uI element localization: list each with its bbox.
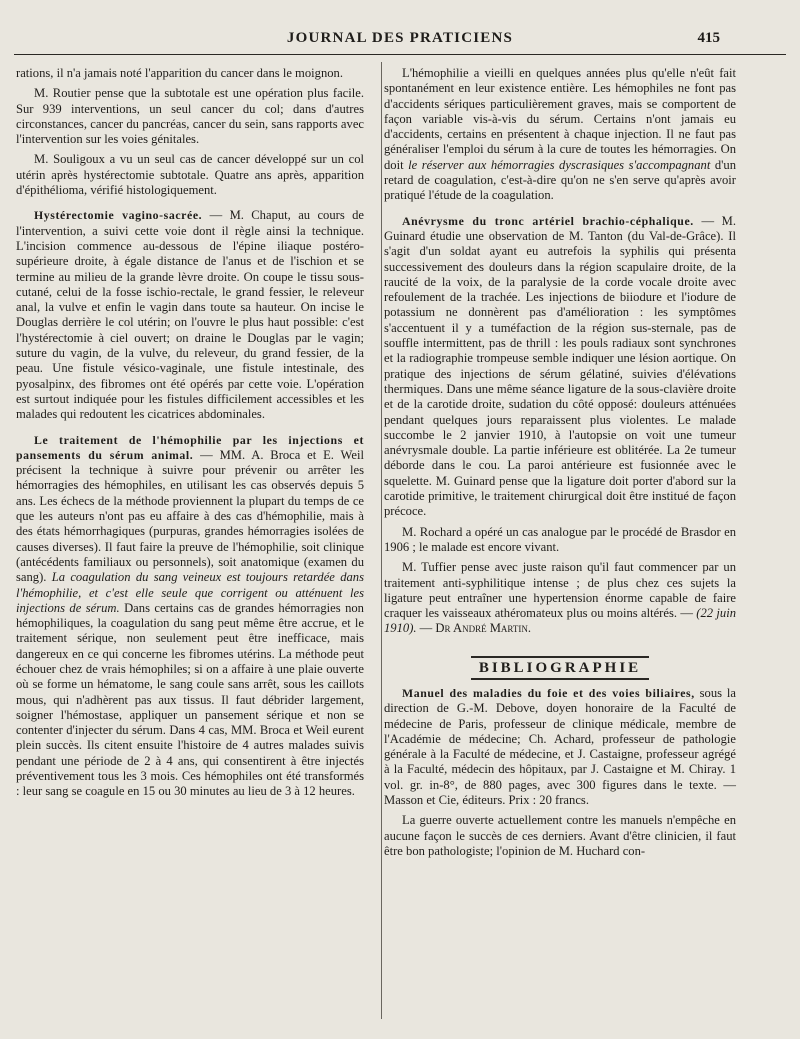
paragraph: M. Routier pense que la subtotale est une opération plus facile. Sur 939 interventions, un seul cancer du col; dans d'autres circonstances, cancer du pancréas, cancer du sein, sans rapports avec l'intervention sur les voies génitales. <box>16 86 364 147</box>
header-rule <box>14 54 786 55</box>
article-hysterectomie <box>16 208 364 422</box>
page-header <box>14 26 786 52</box>
text: d'un retard de coagulation, c'est-à-dire qu'on ne s'en serve qu'après avoir pratiqué l'étude de la coagulation. <box>384 157 736 203</box>
article-hemophilie <box>16 433 364 800</box>
article-anevrysme <box>384 214 736 520</box>
italic-passage: La coagulation du sang veineux est toujours retardée dans l'hémophilie, et c'est elle seule que corrigent ou atténuent les injections de sérum. <box>16 570 364 615</box>
paragraph <box>384 66 736 204</box>
running-title: JOURNAL DES PRATICIENS <box>286 30 514 46</box>
italic-passage: le réserver aux hémorragies dyscrasiques s'accompagnant <box>408 157 711 172</box>
section-text: Dans certains cas de grandes hémorragies non hémophiliques, la coagulation du sang peut même être accrue, et le traitement sérique, non seulement peut être inefficace, mais dangereux en ce qui concerne les fibromes utérins. La méthode peut échouer chez de vrais hémophiles; si on a affaire à une plaie ouverte où se forme un hématome, le sang coule sans arrêt, sous les caillots mous, qui n'adhèrent pas aux tissus. Il faut débrider largement, soigner l'hémostase, appliquer un pansement sérique et non se contenter d'injecter du sérum. Dans 4 cas, MM. Broca et Weil eurent plein succès. Ils citent ensuite l'histoire de 4 autres malades suivis pendant une période de 2 à 4 ans, qui consentirent à être injectés préventivement tous les 3 mois. Ces hémophiles ont été transformés : leur sang se coagule en 15 ou 30 minutes au lieu de 3 à 12 heures. <box>16 600 364 799</box>
section-text: — M. Guinard étudie une observation de M. Tanton (du Val-de-Grâce). Il s'agit d'un soldat ayant eu autrefois la syphilis qui présenta successivement des douleurs dans la région scapulaire droite, de la raucité de la voix, de la paralysie de la corde vocale droite avec refoulement de la trachée. Les injections de biiodure et l'iodure de potassium ne donnèrent pas d'amélioration : les symptômes s'accentuent il y a tuméfaction de la région sus-sternale, pas de souffle intermittent, pas de thrill : les pouls radiaux sont synchrones et la radiographie trompeuse semble indiquer une lésion aortique. On pratique des injections de sérum gélatiné, suivies d'élévations thermiques. Dans une même séance ligature de la sous-clavière droite et de la carotide droite, sudation du côté opposé: douleurs atténuées pendant quelques jours reparaissent plus violentes. Le malade succombe le 2 janvier 1910, à l'autopsie on voit une tumeur anévrysmale double. La partie inférieure est oblitérée. La 2e tumeur déborde dans le cou. La paroi antérieure est fusionnée avec le squelette. M. Guinard pense que la ligature doit porter d'abord sur la carotide primitive, le traitement chirurgical doit être institué de façon précoce. <box>384 213 736 519</box>
book-details: sous la direction de G.-M. Debove, doyen honoraire de la Faculté de médecine de Paris, professeur de clinique médicale, membre de l'Académie de médecine; Ch. Achard, professeur de pathologie générale à la Faculté de médecine, et J. Castaigne, professeur agrégé à la Faculté, médecin des hôpitaux, par J. Castaigne et M. Chiray. 1 vol. gr. in-8°, de 880 pages, avec 300 figures dans le texte. — Masson et Cie, éditeurs. Prix : 20 francs. <box>384 685 736 808</box>
section-text: — MM. A. Broca et E. Weil précisent la technique à suivre pour prévenir ou arrêter les hémorragies des hémophiles, en utilisant les cas observés depuis 5 ans. Les échecs de la méthode proviennent la plupart du temps de ce que les auteurs n'ont pas eu affaire à des cas d'hémophilie, mais à des états hémorrhagiques (purpuras, grandes hémorragies isolées de causes diverses). Il faut faire la preuve de l'hémophilie, soit clinique (antécédents familiaux ou personnels), soit anatomique (examen du sang). <box>16 447 364 585</box>
section-heading: Hystérectomie vagino-sacrée. <box>34 208 203 223</box>
paragraph <box>384 560 736 636</box>
date: (22 juin 1910). <box>384 606 736 636</box>
left-column <box>16 66 364 805</box>
book-title: Manuel des maladies du foie et des voies biliaires, <box>402 685 695 700</box>
paragraph: rations, il n'a jamais noté l'apparition du cancer dans le moignon. <box>16 66 343 80</box>
bibliography-entry <box>384 686 736 808</box>
text: L'hémophilie a vieilli en quelques années plus qu'elle n'eût fait spontanément en leur existence entière. Les hémophiles ne font pas d'accidents sériques particulièrement graves, mais se comportent de façon variable vis-à-vis du sérum. Certains n'ont jamais eu d'accidents, certains en présentent à chaque injection. Il ne faut pas généraliser l'emploi du sérum à la cure de toutes les hémorragies. On doit <box>384 66 736 172</box>
bibliographie-heading: BIBLIOGRAPHIE <box>384 661 736 676</box>
section-heading: Le traitement de l'hémophilie par les injections et pansements du sérum animal. <box>16 432 364 462</box>
page-number: 415 <box>697 30 720 46</box>
paragraph: La guerre ouverte actuellement contre les manuels n'empêche en aucune façon le succès de ces derniers. Avant d'être clinicien, il faut être bon pathologiste; l'opinion de M. Huchard con- <box>384 813 736 858</box>
right-column <box>384 66 736 864</box>
signature: — Dr André Martin. <box>416 621 532 636</box>
section-text: — M. Chaput, au cours de l'intervention, a suivi cette voie dont il règle ainsi la technique. L'incision commence au-dessous de l'épine iliaque postéro-supérieure droite, à égale distance de l'anus et de l'ischion et se termine au milieu de la grande lèvre droite. On coupe le tissu sous-cutané, celui de la fosse ischio-rectale, le grand fessier, le releveur anal, la vulve et enfin le vagin dans toute sa hauteur. On incise le Douglas derrière le col utérin; on l'ouvre le plus haut possible: c'est l'hystérectomie à ciel ouvert; on draine le Douglas par le vagin; suture du vagin, de la vulve, du releveur, du grand fessier, de la peau. Une fistule vésico-vaginale, une fistule intestinale, des pyosalpinx, des fibromes ont été opérés par cette voie. L'opération est surtout indiquée pour les fistules difficilement accessibles et les malades qui redoutent les cicatrices abdominales. <box>16 208 364 422</box>
section-heading: Anévrysme du tronc artériel brachio-céphalique. <box>402 213 694 228</box>
column-divider <box>381 62 382 1019</box>
text: M. Tuffier pense avec juste raison qu'il faut commencer par un traitement anti-syphilitique intense ; de plus chez ces sujets la ligature peut entraîner une hypertension énorme capable de faire craquer les vaisseaux athéromateux plus ou moins altérés. — <box>384 560 736 621</box>
paragraph: M. Souligoux a vu un seul cas de cancer développé sur un col utérin après hystérectomie subtotale. Quatre ans après, apparition d'épithélioma, vérifié histologiquement. <box>16 152 364 198</box>
paragraph: M. Rochard a opéré un cas analogue par le procédé de Brasdor en 1906 ; le malade est encore vivant. <box>384 524 736 554</box>
